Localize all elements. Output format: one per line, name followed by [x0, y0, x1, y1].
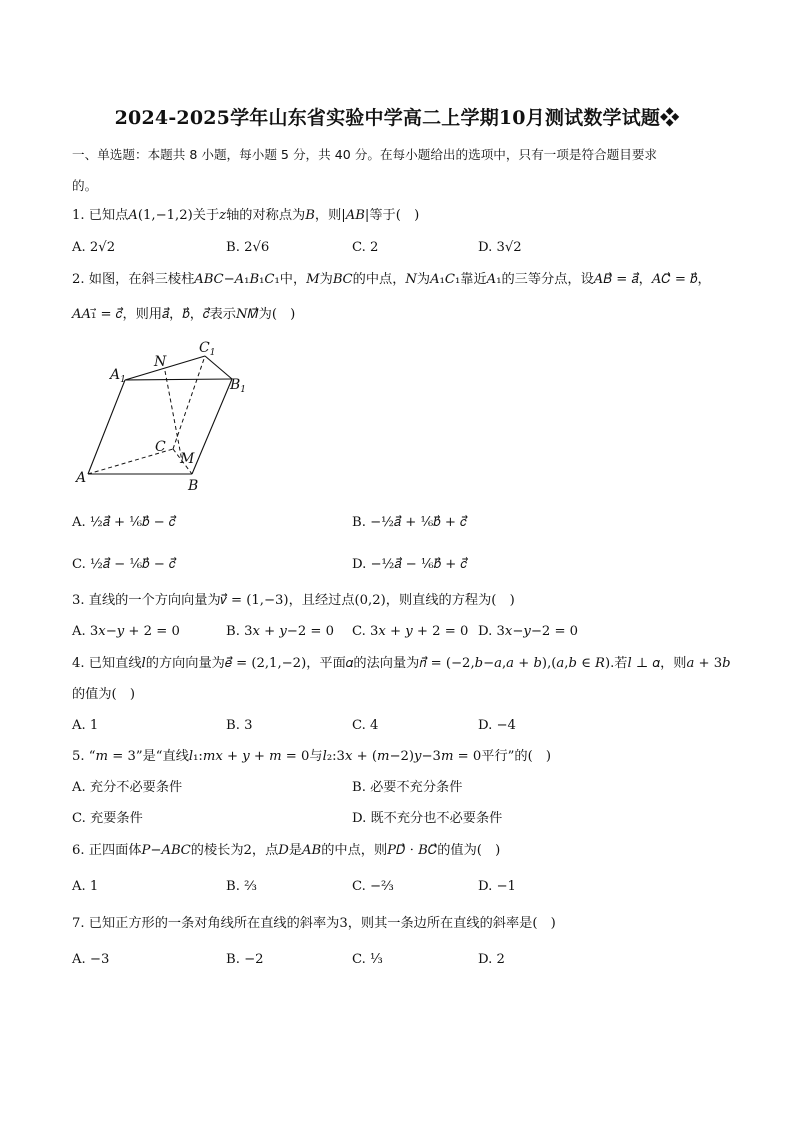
label-c1: $C_1$	[199, 340, 216, 358]
question-2-stem-line2: 𝐴𝐴₁⃗ = 𝑐⃗，则用𝑎⃗，𝑏⃗，𝑐⃗表示𝑁𝑀⃗为( )	[72, 307, 296, 322]
question-6-option-d: D. −1	[478, 879, 516, 894]
question-2-option-a: A. ½𝑎⃗ + ⅙𝑏⃗ − 𝑐⃗	[72, 515, 176, 530]
prism-diagram	[72, 338, 262, 498]
question-5-option-a: A. 充分不必要条件	[72, 780, 183, 795]
question-4-stem-line1: 4. 已知直线𝑙的方向向量为𝑒⃗ = (2,1,−2)，平面𝛼的法向量为𝑛⃗ = (−2,𝑏−𝑎,𝑎 + 𝑏),(𝑎,𝑏 ∈ 𝑅).若𝑙 ⊥ 𝛼，则𝑎 + 3𝑏	[72, 656, 731, 671]
question-7-stem: 7. 已知正方形的一条对角线所在直线的斜率为3，则其一条边所在直线的斜率是( )	[72, 916, 556, 931]
label-a1: $A_1$	[110, 367, 126, 385]
section-heading-line1: 一、单选题：本题共 8 小题，每小题 5 分，共 40 分。在每小题给出的选项中，只有一项是符合题目要求	[72, 147, 658, 162]
edge-a1-b1	[125, 379, 232, 380]
question-5-stem: 5. “𝑚 = 3”是“直线𝑙₁:𝑚𝑥 + 𝑦 + 𝑚 = 0与𝑙₂:3𝑥 + (𝑚−2)𝑦−3𝑚 = 0平行”的( )	[72, 749, 552, 764]
question-6-option-c: C. −⅔	[352, 879, 394, 894]
question-5-option-c: C. 充要条件	[72, 811, 143, 826]
question-2-stem-line1: 2. 如图，在斜三棱柱𝐴𝐵𝐶−𝐴₁𝐵₁𝐶₁中，𝑀为𝐵𝐶的中点，𝑁为𝐴₁𝐶₁靠近𝐴₁的三等分点，设𝐴𝐵⃗ = 𝑎⃗，𝐴𝐶⃗ = 𝑏⃗，	[72, 272, 711, 287]
question-6-option-b: B. ⅔	[226, 879, 257, 894]
question-4-stem-line2: 的值为( )	[72, 687, 136, 702]
question-7-option-d: D. 2	[478, 952, 505, 967]
edge-a-a1	[88, 380, 125, 474]
question-2-option-c: C. ½𝑎⃗ − ⅙𝑏⃗ − 𝑐⃗	[72, 557, 176, 572]
question-1-option-d: D. 3√2	[478, 240, 522, 255]
question-1-option-b: B. 2√6	[226, 240, 270, 255]
question-3-option-a: A. 3𝑥−𝑦 + 2 = 0	[72, 624, 180, 639]
label-c: C	[155, 439, 166, 455]
question-5-option-b: B. 必要不充分条件	[352, 780, 463, 795]
edge-c1-b1	[205, 356, 232, 379]
label-m: M	[180, 451, 195, 467]
question-1-option-c: C. 2	[352, 240, 379, 255]
label-b1: $B_1$	[230, 377, 247, 395]
question-3-option-b: B. 3𝑥 + 𝑦−2 = 0	[226, 624, 335, 639]
question-7-option-b: B. −2	[226, 952, 264, 967]
question-4-option-c: C. 4	[352, 718, 379, 733]
question-7-option-a: A. −3	[72, 952, 110, 967]
question-3-option-d: D. 3𝑥−𝑦−2 = 0	[478, 624, 579, 639]
label-n: N	[154, 354, 167, 370]
question-7-option-c: C. ⅓	[352, 952, 383, 967]
section-heading-line2: 的。	[72, 178, 98, 193]
edge-b-b1	[192, 379, 232, 474]
label-b: B	[188, 478, 199, 494]
question-6-stem: 6. 正四面体𝑃−𝐴𝐵𝐶的棱长为2，点𝐷是𝐴𝐵的中点，则𝑃𝐷⃗ ⋅ 𝐵𝐶⃗的值为( )	[72, 843, 501, 858]
question-3-stem: 3. 直线的一个方向向量为𝑣⃗ = (1,−3)，且经过点(0,2)，则直线的方程为( )	[72, 593, 515, 608]
question-2-option-b: B. −½𝑎⃗ + ⅙𝑏⃗ + 𝑐⃗	[352, 515, 467, 530]
question-4-option-d: D. −4	[478, 718, 516, 733]
question-2-option-d: D. −½𝑎⃗ − ⅙𝑏⃗ + 𝑐⃗	[352, 557, 468, 572]
edge-c-c1-hidden	[173, 356, 205, 449]
prism-figure	[72, 338, 262, 498]
question-4-option-a: A. 1	[72, 718, 99, 733]
question-5-option-d: D. 既不充分也不必要条件	[352, 811, 503, 826]
label-a: A	[76, 470, 87, 486]
question-1-option-a: A. 2√2	[72, 240, 116, 255]
page-title: 2024-2025学年山东省实验中学高二上学期10月测试数学试题❖	[114, 107, 680, 129]
question-4-option-b: B. 3	[226, 718, 253, 733]
question-3-option-c: C. 3𝑥 + 𝑦 + 2 = 0	[352, 624, 469, 639]
question-1-stem: 1. 已知点𝐴(1,−1,2)关于𝑧轴的对称点为𝐵，则|𝐴𝐵|等于( )	[72, 208, 420, 223]
question-6-option-a: A. 1	[72, 879, 99, 894]
